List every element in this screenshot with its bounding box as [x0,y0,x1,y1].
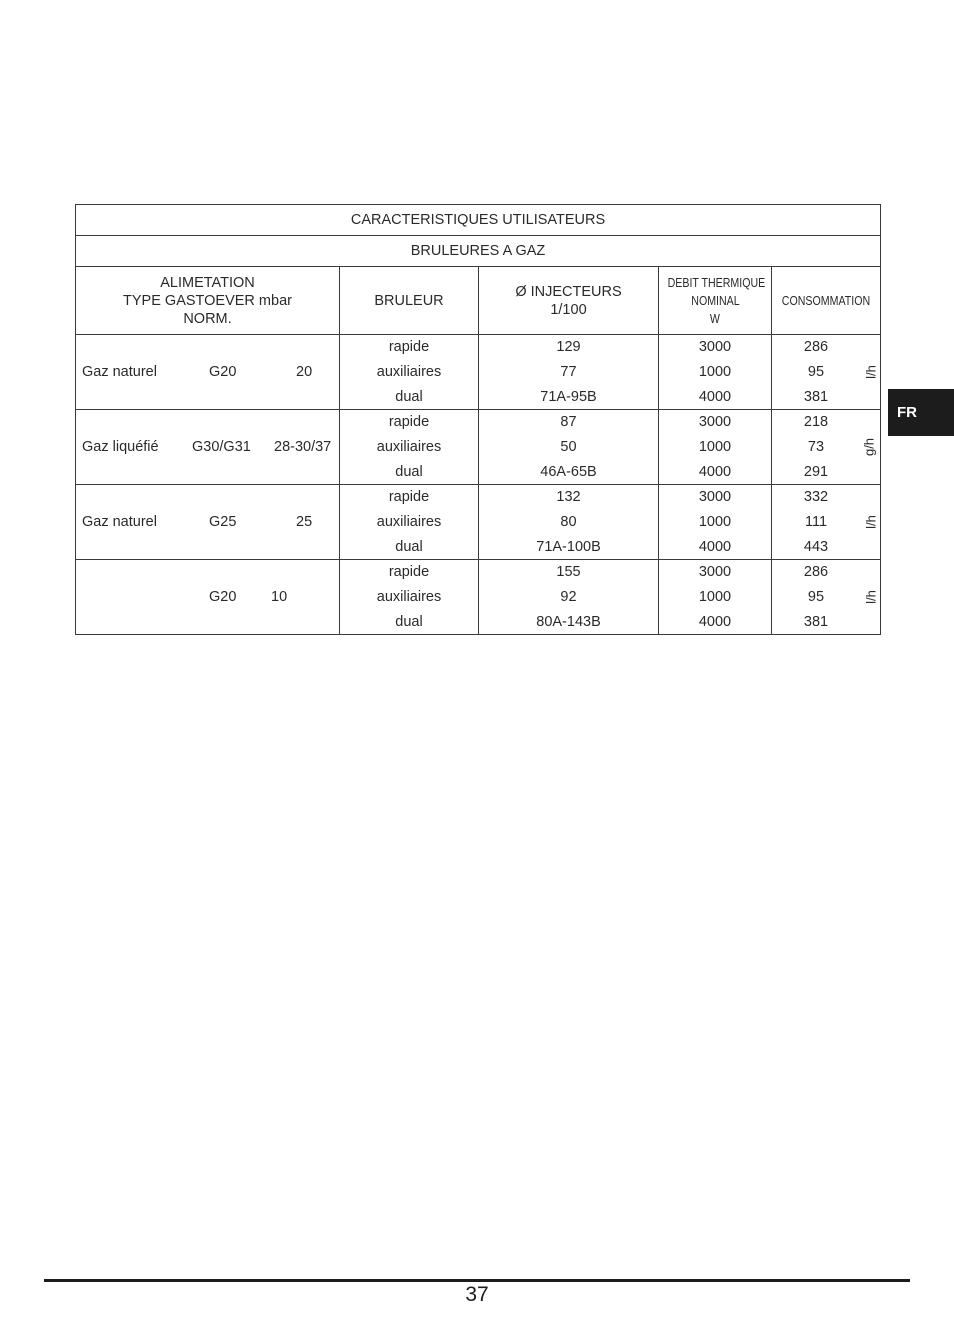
table-row [76,560,881,635]
gas-supply-cell [76,560,340,635]
gas-type: G25 [209,514,237,530]
power-value: 3000 [698,489,732,506]
consumption-value: 381 [803,613,829,630]
gas-pressure: 20 [296,364,313,380]
burner-name: rapide [388,489,430,506]
gas-pressure: 10 [271,589,288,605]
consumption-value: 73 [807,438,825,455]
consumption-value: 286 [803,564,829,581]
injector-cell [479,335,659,410]
power-value: 1000 [698,363,732,380]
injector-value: 80A-143B [536,613,601,630]
header-alimentation [76,267,340,335]
header-debit-line: NOMINAL [690,293,740,308]
gas-supply-cell [76,485,340,560]
burner-name: rapide [388,564,430,581]
header-consommation-label: CONSOMMATION [781,293,871,308]
header-consommation [772,267,881,335]
injector-value: 132 [556,489,581,506]
injector-value: 92 [560,588,577,605]
table-title: CARACTERISTIQUES UTILISATEURS [76,205,881,236]
burner-name: auxiliaires [376,513,442,530]
header-debit [659,267,772,335]
table-row [76,335,881,410]
injector-cell [479,485,659,560]
burner-name: dual [395,613,423,630]
characteristics-table [75,204,881,635]
header-alimentation-line: ALIMETATION [160,274,255,291]
burner-cell [340,560,479,635]
power-cell [659,560,772,635]
table-header-row [76,267,881,335]
power-value: 3000 [698,564,732,581]
injector-value: 46A-65B [540,463,597,480]
table-row [76,410,881,485]
consumption-cell [772,485,881,560]
power-value: 4000 [698,613,732,630]
injector-value: 71A-95B [540,388,597,405]
injector-value: 87 [560,414,577,431]
consumption-value: 95 [807,588,825,605]
power-value: 1000 [698,438,732,455]
gas-supply-cell [76,410,340,485]
injector-value: 80 [560,513,577,530]
language-tab: FR [888,389,954,436]
burner-cell [340,410,479,485]
consumption-cell [772,560,881,635]
injector-value: 155 [556,564,581,581]
consumption-value: 381 [803,388,829,405]
injector-value: 71A-100B [536,538,601,555]
consumption-value: 95 [807,363,825,380]
header-alimentation-line: TYPE GASTOEVER mbar [123,292,292,309]
burner-name: dual [395,463,423,480]
burner-cell [340,485,479,560]
burner-name: auxiliaires [376,588,442,605]
gas-pressure: 28-30/37 [274,439,332,455]
power-cell [659,335,772,410]
burner-name: rapide [388,339,430,356]
table-row [76,485,881,560]
burner-name: rapide [388,414,430,431]
consumption-value: 218 [803,414,829,431]
power-value: 4000 [698,463,732,480]
table-subtitle-row [76,236,881,267]
header-injecteurs-line: Ø INJECTEURS [515,283,622,300]
consumption-value: 111 [804,513,828,530]
power-value: 3000 [698,339,732,356]
burner-cell [340,335,479,410]
burner-name: auxiliaires [376,438,442,455]
gas-pressure: 25 [296,514,313,530]
table-title-row [76,205,881,236]
power-value: 1000 [698,513,732,530]
power-value: 4000 [698,538,732,555]
consumption-unit: l/h [863,515,879,529]
header-debit-line: W [709,311,721,326]
gas-type: G20 [209,364,237,380]
power-cell [659,410,772,485]
consumption-value: 332 [803,489,829,506]
header-bruleur: BRULEUR [340,267,479,335]
page-number: 37 [465,1283,489,1306]
header-injecteurs-line: 1/100 [550,301,587,318]
power-cell [659,485,772,560]
consumption-value: 291 [803,463,829,480]
injector-cell [479,560,659,635]
consumption-unit: l/h [863,590,879,604]
consumption-value: 443 [803,538,829,555]
gas-supply-cell [76,335,340,410]
header-injecteurs [479,267,659,335]
consumption-cell [772,335,881,410]
injector-cell [479,410,659,485]
injector-value: 129 [556,339,581,356]
power-value: 4000 [698,388,732,405]
gas-type: G20 [209,589,237,605]
header-alimentation-line: NORM. [183,310,232,327]
injector-value: 77 [560,363,577,380]
gas-name: Gaz liquéfié [82,439,159,455]
consumption-cell [772,410,881,485]
header-debit-line: DEBIT THERMIQUE [667,275,766,290]
burner-name: dual [395,538,423,555]
gas-name: Gaz naturel [82,514,157,530]
consumption-unit: l/h [863,365,879,379]
power-value: 1000 [698,588,732,605]
burner-name: dual [395,388,423,405]
power-value: 3000 [698,414,732,431]
table-subtitle: BRULEURES A GAZ [76,236,881,267]
consumption-unit: g/h [861,437,877,457]
footer-divider [44,1279,910,1282]
consumption-value: 286 [803,339,829,356]
gas-type: G30/G31 [192,439,251,455]
burner-name: auxiliaires [376,363,442,380]
gas-name: Gaz naturel [82,364,157,380]
injector-value: 50 [560,438,577,455]
